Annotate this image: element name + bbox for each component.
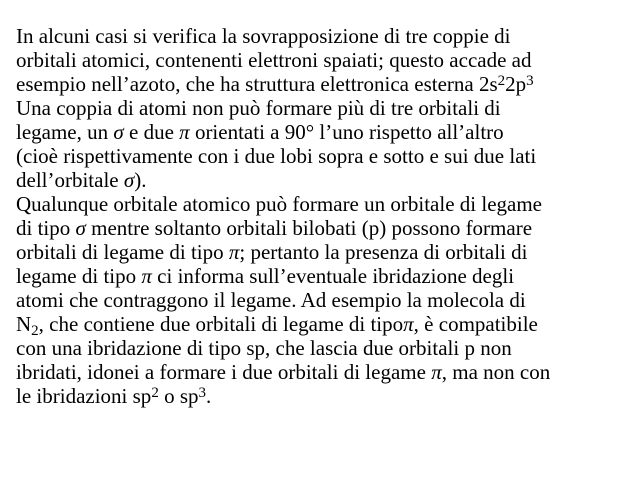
text-run: Qualunque orbitale atomico può formare un orbitale di legame bbox=[16, 192, 542, 216]
text-run: con una ibridazione di tipo sp, che lascia due orbitali p non bbox=[16, 336, 512, 360]
text-run: Una coppia di atomi non può formare più di tre orbitali di bbox=[16, 96, 501, 120]
text-run: dell’orbitale bbox=[16, 168, 124, 192]
text-line bbox=[16, 360, 628, 384]
text-line bbox=[16, 240, 628, 264]
sigma-symbol: σ bbox=[113, 120, 124, 144]
subscript: 2 bbox=[31, 323, 39, 339]
pi-symbol: π bbox=[403, 312, 414, 336]
text-line bbox=[16, 72, 628, 96]
text-line bbox=[16, 168, 628, 192]
text-line bbox=[16, 336, 628, 360]
text-run: orientati a 90° l’uno rispetto all’altro bbox=[189, 120, 504, 144]
text-run: In alcuni casi si verifica la sovrapposizione di tre coppie di bbox=[16, 24, 511, 48]
sigma-symbol: σ bbox=[123, 168, 135, 192]
text-run: , che contiene due orbitali di legame di tipo bbox=[38, 312, 404, 336]
text-line bbox=[16, 288, 628, 312]
text-line bbox=[16, 312, 628, 339]
text-run: N bbox=[16, 312, 32, 336]
text-run: o sp bbox=[158, 384, 199, 408]
superscript: 3 bbox=[198, 385, 206, 401]
superscript: 2 bbox=[497, 73, 506, 89]
text-line bbox=[16, 48, 628, 72]
text-run: legame, un bbox=[16, 120, 114, 144]
text-line bbox=[16, 216, 628, 240]
text-run: le ibridazioni sp bbox=[16, 384, 152, 408]
text-run: mentre soltanto orbitali bilobati (p) possono formare bbox=[85, 216, 533, 240]
text-run: orbitali di legame di tipo bbox=[16, 240, 229, 264]
superscript: 2 bbox=[151, 385, 159, 401]
text-line bbox=[16, 264, 628, 288]
pi-symbol: π bbox=[228, 240, 240, 264]
text-line bbox=[16, 24, 628, 48]
text-run: ). bbox=[134, 168, 147, 192]
text-run: e due bbox=[123, 120, 180, 144]
slide-text bbox=[16, 24, 628, 408]
sigma-symbol: σ bbox=[75, 216, 86, 240]
text-run: atomi che contraggono il legame. Ad esempio la molecola di bbox=[16, 288, 526, 312]
text-run: ; pertanto la presenza di orbitali di bbox=[239, 240, 528, 264]
text-line bbox=[16, 384, 628, 408]
pi-symbol: π bbox=[179, 120, 190, 144]
text-run: (cioè rispettivamente con i due lobi sopra e sotto e sui due lati bbox=[16, 144, 537, 168]
text-line bbox=[16, 120, 628, 144]
text-line bbox=[16, 192, 628, 216]
text-run: ci informa sull’eventuale ibridazione degli bbox=[151, 264, 515, 288]
text-run: orbitali atomici, contenenti elettroni spaiati; questo accade ad bbox=[16, 48, 532, 72]
text-run: , è compatibile bbox=[413, 312, 538, 336]
text-run: . bbox=[206, 384, 212, 408]
text-line bbox=[16, 144, 628, 168]
text-run: di tipo bbox=[16, 216, 76, 240]
text-run: legame di tipo bbox=[16, 264, 142, 288]
text-run: ibridati, idonei a formare i due orbitali di legame bbox=[16, 360, 432, 384]
text-run: 2p bbox=[505, 72, 527, 96]
superscript: 3 bbox=[526, 73, 534, 89]
text-run: esempio nell’azoto, che ha struttura elettronica esterna 2s bbox=[16, 72, 498, 96]
text-line bbox=[16, 96, 628, 120]
pi-symbol: π bbox=[431, 360, 442, 384]
pi-symbol: π bbox=[141, 264, 152, 288]
text-run: , ma non con bbox=[441, 360, 551, 384]
